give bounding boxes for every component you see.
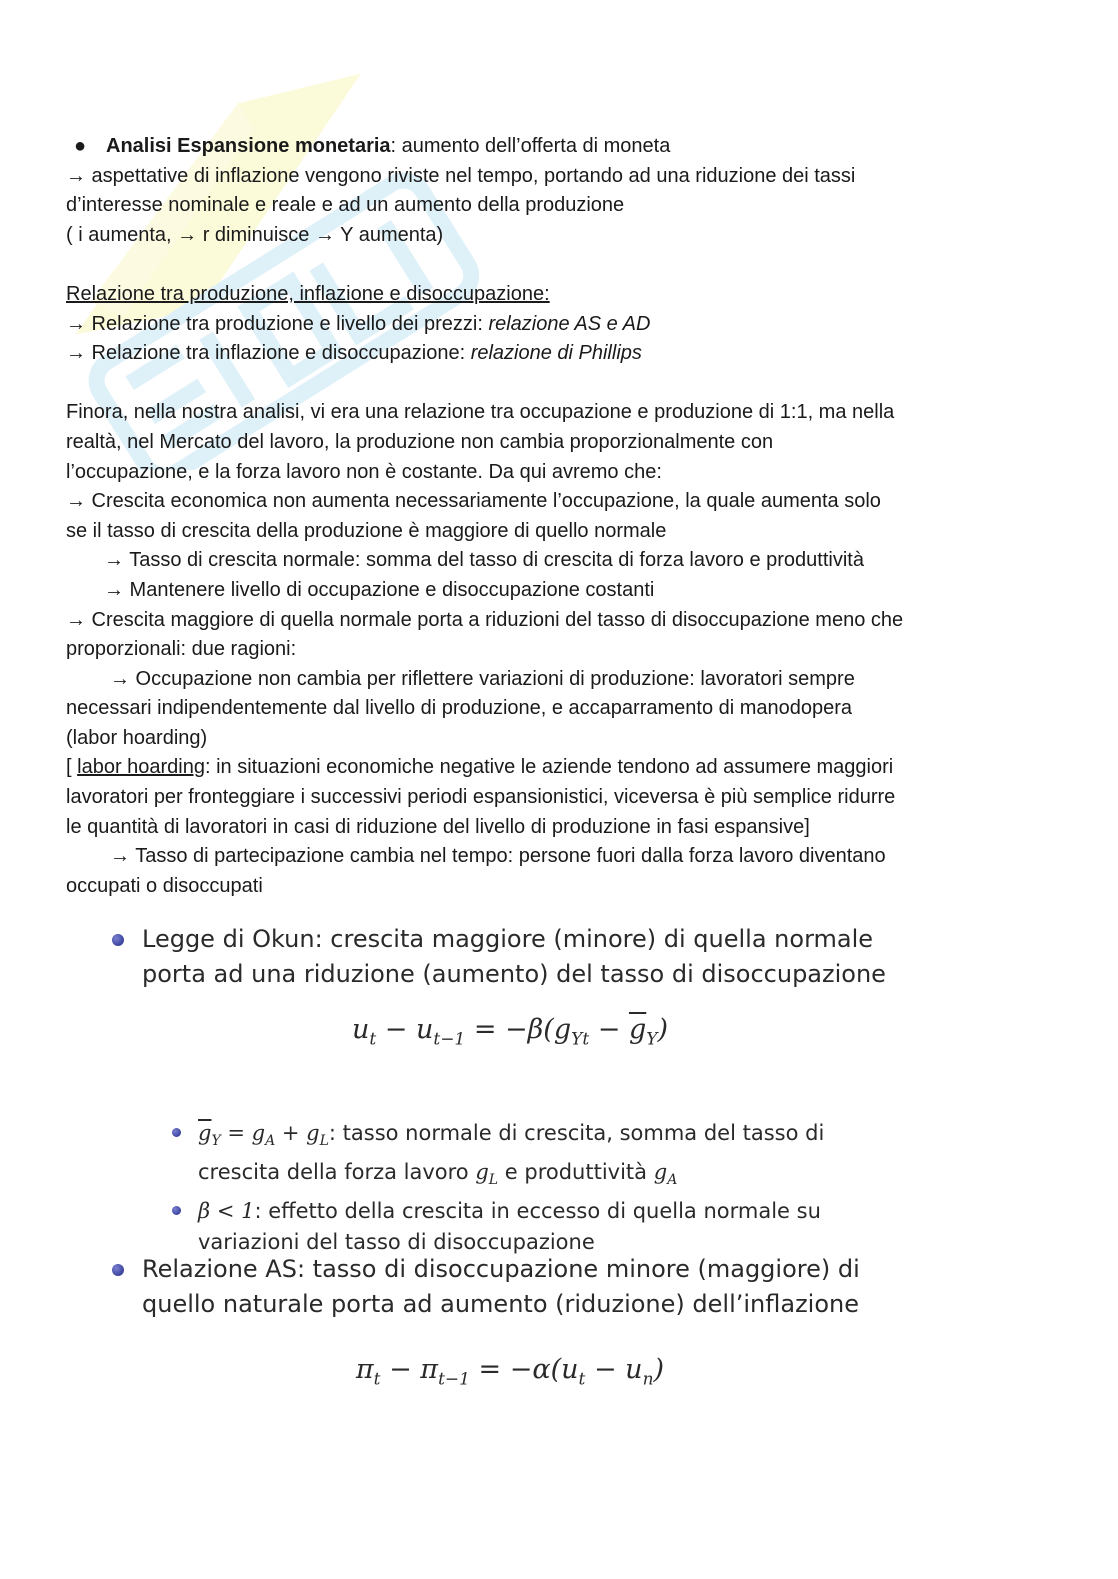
text-line: realtà, nel Mercato del lavoro, la produzione non cambia proporzionalmente con	[66, 430, 774, 453]
slide-text: crescita della forza lavoro	[198, 1160, 469, 1185]
notes-body	[66, 132, 1026, 901]
slide-text: : effetto della crescita in eccesso di quella normale su	[254, 1199, 821, 1224]
bullet-dot-icon	[112, 1264, 124, 1276]
text-span: [	[66, 756, 78, 779]
as-formula: $\pi_t - \pi_{t-1} = -\alpha(u_t - u_n)$	[355, 1354, 665, 1390]
italic-term: relazione AS e AD	[488, 312, 651, 335]
section-heading: Relazione tra produzione, inflazione e disoccupazione:	[66, 282, 550, 305]
slide-text: quello naturale porta ad aumento (riduzione) dell’inflazione	[142, 1290, 859, 1318]
text-line	[66, 310, 1026, 340]
slide-sub-bullet: β < 1: effetto della crescita in eccesso di quella normale su variazioni del tasso di disoccupazione	[110, 1196, 910, 1258]
text-line: → aspettative di inflazione vengono riviste nel tempo, portando ad una riduzione dei tassi	[66, 164, 856, 187]
text-line: → Crescita economica non aumenta necessariamente l’occupazione, la quale aumenta solo	[66, 490, 881, 513]
text-line: Finora, nella nostra analisi, vi era una relazione tra occupazione e produzione di 1:1, ma nella	[66, 401, 895, 424]
bullet-dot-icon	[112, 934, 124, 946]
text-line: necessari indipendentemente dal livello di produzione, e accaparramento di manodopera	[66, 697, 853, 720]
text-line: lavoratori per fronteggiare i successivi periodi espansionistici, viceversa è più semplice ridurre	[66, 786, 896, 809]
slide-as	[110, 1252, 910, 1389]
text-line: d’interesse nominale e reale e ad un aumento della produzione	[66, 194, 625, 217]
slide-bullet	[110, 1252, 910, 1322]
okun-formula: $u_t - u_{t-1} = -\beta(g_{Yt} - \overline{g}_Y)$	[351, 1014, 669, 1050]
slide-sub-bullet: $\overline{g}_Y = g_A + g_L$: tasso normale di crescita, somma del tasso di crescita della forza lavoro $g_L$ e produttività $g_A$	[110, 1118, 910, 1196]
text-line: → Tasso di partecipazione cambia nel tempo: persone fuori dalla forza lavoro diventano	[110, 845, 886, 868]
text-span: → Relazione tra produzione e livello dei prezzi:	[66, 312, 489, 335]
slide-bullet	[110, 922, 910, 992]
text-line: se il tasso di crescita della produzione è maggiore di quello normale	[66, 519, 667, 542]
slide-text: : tasso normale di crescita, somma del tasso di	[328, 1121, 825, 1145]
slide-text: variazioni del tasso di disoccupazione	[198, 1230, 595, 1255]
text-span: → Relazione tra inflazione e disoccupazione:	[66, 342, 471, 365]
bullet-line	[66, 132, 1026, 162]
text-line	[66, 753, 1026, 783]
text-line	[66, 339, 1026, 369]
underlined-term: labor hoarding	[77, 756, 205, 779]
slide-text: Legge di Okun: crescita maggiore (minore) di quella normale	[142, 925, 874, 953]
bullet-dot-icon	[172, 1128, 181, 1137]
slide-okun	[110, 922, 910, 1049]
slide-text: e produttività	[504, 1160, 648, 1185]
text-span: : in situazioni economiche negative le aziende tendono ad assumere maggiori	[205, 756, 894, 779]
topic-description: : aumento dell’offerta di moneta	[390, 135, 671, 157]
text-line: occupati o disoccupati	[66, 874, 263, 897]
topic-title: Analisi Espansione monetaria	[106, 135, 391, 157]
text-line: → Tasso di crescita normale: somma del tasso di crescita di forza lavoro e produttività	[104, 549, 864, 572]
text-line: → Occupazione non cambia per riflettere variazioni di produzione: lavoratori sempre	[110, 667, 855, 690]
text-line: l’occupazione, e la forza lavoro non è costante. Da qui avremo che:	[66, 460, 662, 483]
text-line: → Mantenere livello di occupazione e disoccupazione costanti	[104, 578, 655, 601]
slide-text: Relazione AS: tasso di disoccupazione minore (maggiore) di	[142, 1255, 860, 1283]
text-line: proporzionali: due ragioni:	[66, 638, 297, 661]
bullet-dot: ●	[74, 135, 87, 157]
slide-okun-notes	[110, 1118, 910, 1258]
text-line: le quantità di lavoratori in casi di riduzione del livello di produzione in fasi espansive]	[66, 815, 810, 838]
text-line: (labor hoarding)	[66, 726, 208, 749]
text-line: ( i aumenta, → r diminuisce → Y aumenta)	[66, 223, 444, 246]
text-line: → Crescita maggiore di quella normale porta a riduzioni del tasso di disoccupazione meno che	[66, 608, 904, 631]
bullet-dot-icon	[172, 1206, 181, 1215]
slide-text: porta ad una riduzione (aumento) del tasso di disoccupazione	[142, 960, 886, 988]
italic-term: relazione di Phillips	[470, 342, 642, 365]
